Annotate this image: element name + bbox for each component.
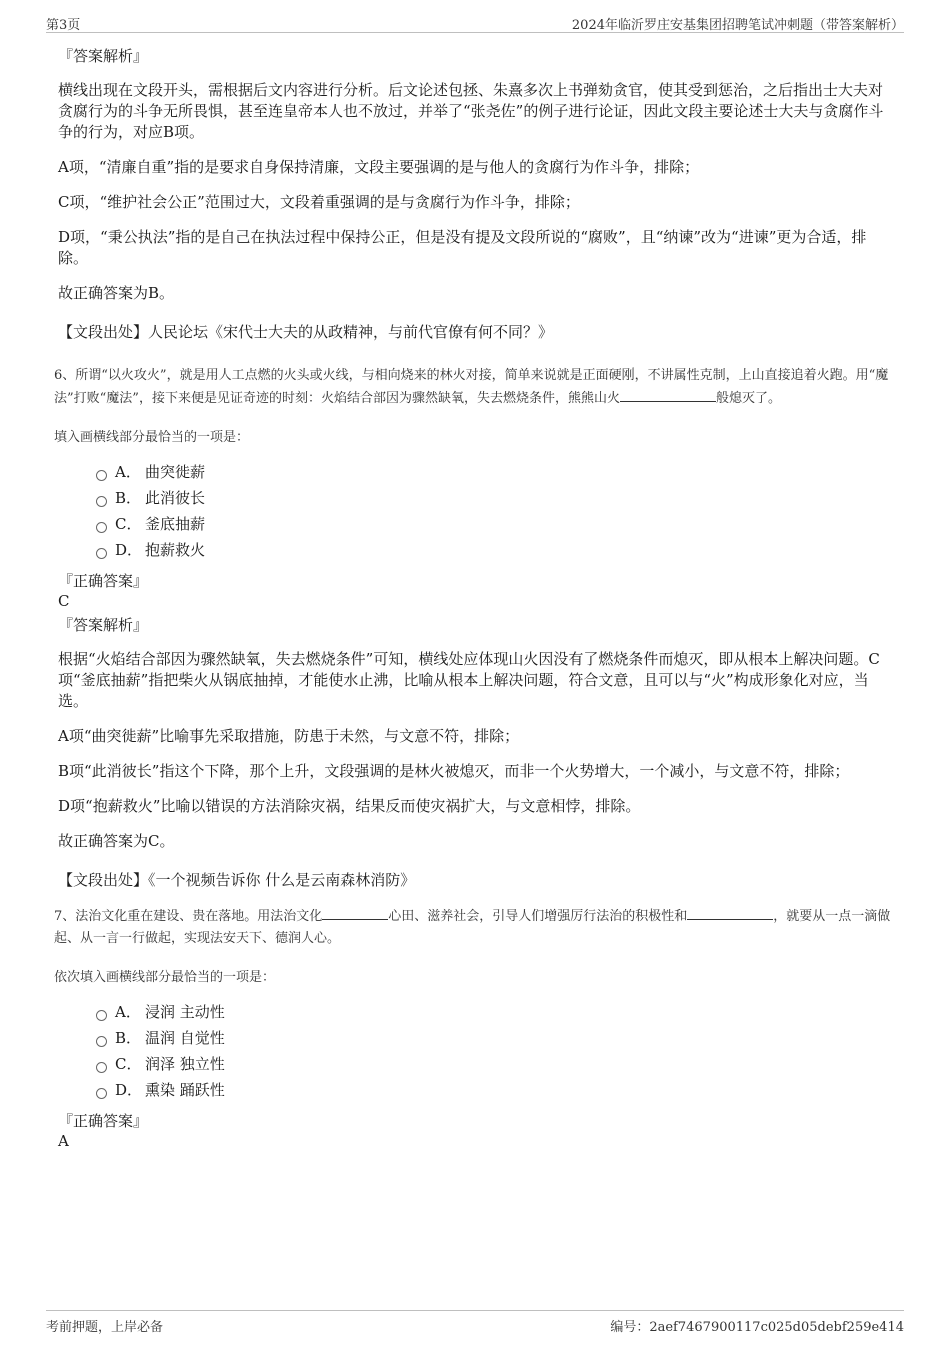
page-header bbox=[46, 12, 904, 33]
analysis-paragraph: 根据“火焰结合部因为骤然缺氧，失去燃烧条件”可知，横线处应体现山火因没有了燃烧条件而熄灭，即从根本上解决问题。C项“釜底抽薪”指把柴火从锅底抽掉，才能使水止沸，比喻从根本上解决问题，符合文意，且可以与“火”构成形象化对应，当选。 bbox=[58, 650, 880, 710]
option-d[interactable]: D． 抱薪救火 bbox=[96, 537, 892, 563]
document-code: 编号：2aef7467900117c025d05debf259e414 bbox=[610, 1320, 904, 1335]
option-b[interactable]: B． 此消彼长 bbox=[96, 485, 892, 511]
question-7-text bbox=[54, 905, 892, 950]
correct-answer: A bbox=[58, 1132, 69, 1150]
passage-source: 【文段出处】《一个视频告诉你 什么是云南森林消防》 bbox=[58, 871, 416, 889]
question-7-prompt: 依次填入画横线部分最恰当的一项是： bbox=[54, 970, 276, 985]
option-c[interactable]: C． 润泽 独立性 bbox=[96, 1051, 892, 1077]
correct-answer-label: 『正确答案』 bbox=[58, 572, 149, 590]
page-content bbox=[54, 46, 892, 1155]
analysis-option-c: C项，“维护社会公正”范围过大，文段着重强调的是与贪腐行为作斗争，排除； bbox=[58, 193, 580, 211]
analysis-option-a: A项“曲突徙薪”比喻事先采取措施，防患于未然，与文意不符，排除； bbox=[58, 727, 520, 745]
question-6-options bbox=[96, 459, 892, 563]
radio-icon[interactable] bbox=[96, 548, 107, 559]
question-6-text bbox=[54, 365, 892, 410]
analysis-option-b: B项“此消彼长”指这个下降，那个上升，文段强调的是林火被熄灭，而非一个火势增大，一个减小，与文意不符，排除； bbox=[58, 762, 850, 780]
analysis-option-a: A项，“清廉自重”指的是要求自身保持清廉，文段主要强调的是与他人的贪腐行为作斗争，排除； bbox=[58, 158, 700, 176]
question-6-text-after: 般熄灭了。 bbox=[715, 391, 781, 406]
radio-icon[interactable] bbox=[96, 470, 107, 481]
radio-icon[interactable] bbox=[96, 1010, 107, 1021]
analysis-paragraph: 横线出现在文段开头，需根据后文内容进行分析。后文论述包拯、朱熹多次上书弹劾贪官，使其受到惩治，之后指出士大夫对贪腐行为的斗争无所畏惧，甚至连皇帝本人也不放过，并举了“张尧佐”的例子进行论证，因此文段主要论述士大夫与贪腐作斗争的行为，对应B项。 bbox=[58, 81, 884, 141]
question-7-blank-2 bbox=[687, 905, 773, 920]
option-d[interactable]: D． 熏染 踊跃性 bbox=[96, 1077, 892, 1103]
analysis-conclusion: 故正确答案为B。 bbox=[58, 284, 175, 302]
footer-slogan: 考前押题，上岸必备 bbox=[46, 1320, 164, 1335]
question-7-blank-1 bbox=[322, 905, 388, 920]
analysis-option-d: D项“抱薪救火”比喻以错误的方法消除灾祸，结果反而使灾祸扩大，与文意相悖，排除。 bbox=[58, 797, 641, 815]
question-7-text-part2: 心田、滋养社会，引导人们增强厉行法治的积极性和 bbox=[388, 909, 688, 924]
radio-icon[interactable] bbox=[96, 1036, 107, 1047]
option-a[interactable]: A． 曲突徙薪 bbox=[96, 459, 892, 485]
option-c[interactable]: C． 釜底抽薪 bbox=[96, 511, 892, 537]
page-number: 第3页 bbox=[46, 18, 81, 33]
page-footer bbox=[46, 1310, 904, 1335]
option-b[interactable]: B． 温润 自觉性 bbox=[96, 1025, 892, 1051]
passage-source: 【文段出处】人民论坛《宋代士大夫的从政精神，与前代官僚有何不同？》 bbox=[58, 323, 554, 341]
question-7-options bbox=[96, 999, 892, 1103]
question-6-blank bbox=[620, 387, 716, 402]
radio-icon[interactable] bbox=[96, 1062, 107, 1073]
correct-answer: C bbox=[58, 592, 70, 610]
analysis-conclusion: 故正确答案为C。 bbox=[58, 832, 175, 850]
question-7-text-part3: ，就要从一点一滴做起、从一言一行做起，实现法安天下、德润人心。 bbox=[54, 909, 891, 946]
correct-answer-label: 『正确答案』 bbox=[58, 1112, 149, 1130]
option-a[interactable]: A． 浸润 主动性 bbox=[96, 999, 892, 1025]
question-7-text-part1: 7、法治文化重在建设、贵在落地。用法治文化 bbox=[54, 909, 323, 924]
radio-icon[interactable] bbox=[96, 522, 107, 533]
radio-icon[interactable] bbox=[96, 1088, 107, 1099]
document-title: 2024年临沂罗庄安基集团招聘笔试冲刺题（带答案解析） bbox=[571, 18, 904, 33]
analysis-label: 『答案解析』 bbox=[58, 616, 149, 634]
analysis-option-d: D项，“秉公执法”指的是自己在执法过程中保持公正，但是没有提及文段所说的“腐败”，且“纳谏”改为“进谏”更为合适，排除。 bbox=[58, 228, 867, 267]
question-6-prompt: 填入画横线部分最恰当的一项是： bbox=[54, 430, 250, 445]
question-6-text-before: 6、所谓“以火攻火”，就是用人工点燃的火头或火线，与相向烧来的林火对接，简单来说就是正面硬刚，不讲属性克制，上山直接追着火跑。用“魔法”打败“魔法”，接下来便是见证奇迹的时刻：火焰结合部因为骤然缺氧，失去燃烧条件，熊熊山火 bbox=[54, 368, 889, 406]
analysis-label: 『答案解析』 bbox=[58, 47, 149, 65]
radio-icon[interactable] bbox=[96, 496, 107, 507]
